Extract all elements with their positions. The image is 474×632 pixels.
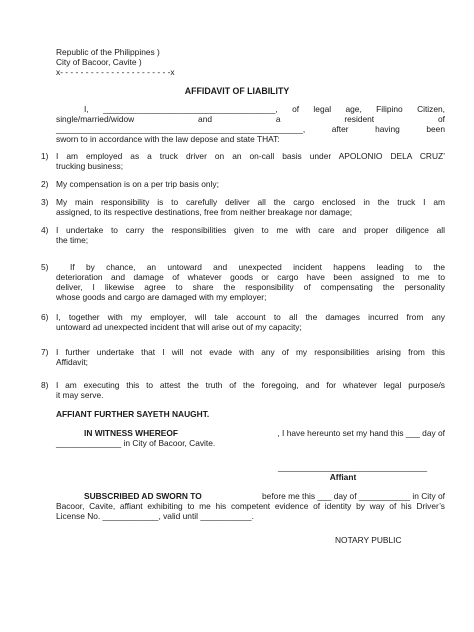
notary-public-label: NOTARY PUBLIC xyxy=(335,535,402,545)
item-3-line-2: assigned, to its respective destinations, free from neither breakage nor damage; xyxy=(56,207,353,217)
witness-line-1 xyxy=(84,428,445,438)
item-2-line-1: My compensation is on a per trip basis only; xyxy=(56,179,219,189)
intro-word-resident: resident xyxy=(344,114,375,124)
document-title: AFFIDAVIT OF LIABILITY xyxy=(184,86,290,96)
item-1-line-2: trucking business; xyxy=(56,161,124,171)
affiant-signature-line: ________________________________ xyxy=(278,462,428,472)
subscribed-heading: SUBSCRIBED AD SWORN TO xyxy=(84,491,202,501)
intro-line-3: _____________________________________________________, after having been xyxy=(56,124,445,134)
item-number: 2) xyxy=(41,179,49,189)
subscribed-text: before me this ___ day of ___________ in City of xyxy=(262,491,445,501)
item-4-line-2: the time; xyxy=(56,235,89,245)
item-3-line-1: My main responsibility is to carefully deliver all the cargo enclosed in the truck I am xyxy=(56,197,445,207)
item-5-line-4: whose goods and cargo are damaged with my employer; xyxy=(56,292,267,302)
item-6-line-1: I, together with my employer, will tale account to all the damages incurred from any xyxy=(56,312,445,322)
affiant-label: Affiant xyxy=(329,472,357,482)
witness-line-2: ______________ in City of Bacoor, Cavite. xyxy=(56,438,216,448)
item-8-line-1: I am executing this to attest the truth of the foregoing, and for whatever legal purpose/s xyxy=(56,380,445,390)
jurisdiction-city: City of Bacoor, Cavite ) xyxy=(56,57,142,67)
jurisdiction-separator: x- - - - - - - - - - - - - - - - - - - - - -x xyxy=(56,67,175,77)
item-7-line-1: I further undertake that I will not evade with any of my responsibilities arising from this xyxy=(56,347,445,357)
jurisdiction-country: Republic of the Philippines ) xyxy=(56,47,160,57)
item-6-line-2: untoward ad unexpected incident that will arise out of my capacity; xyxy=(56,322,302,332)
item-4-line-1: I undertake to carry the responsibilities given to me with care and proper diligence all xyxy=(56,225,445,235)
item-number: 7) xyxy=(41,347,49,357)
item-number: 6) xyxy=(41,312,49,322)
item-number: 4) xyxy=(41,225,49,235)
item-1-line-1: I am employed as a truck driver on an on-call basis under APOLONIO DELA CRUZ’ xyxy=(56,151,445,161)
item-number: 5) xyxy=(41,262,49,272)
subscribed-line-2: Bacoor, Cavite, affiant exhibiting to me his competent evidence of identity by way of his Driver’s xyxy=(56,501,445,511)
affiant-further-sayeth: AFFIANT FURTHER SAYETH NAUGHT. xyxy=(56,409,210,419)
intro-line-2 xyxy=(56,114,445,124)
intro-word-a: a xyxy=(275,114,281,124)
item-number: 3) xyxy=(41,197,49,207)
witness-heading: IN WITNESS WHEREOF xyxy=(84,428,178,438)
subscribed-line-1 xyxy=(84,491,445,501)
witness-text: , I have hereunto set my hand this ___ day of xyxy=(277,428,445,438)
intro-line-1: I, _____________________________________, of legal age, Filipino Citizen, xyxy=(84,104,445,114)
intro-word-and: and xyxy=(198,114,213,124)
item-5-line-1: If by chance, an untoward and unexpected incident happens leading to the xyxy=(70,262,445,272)
item-5-line-2: deterioration and damage of whatever goods or cargo have been assigned to me to xyxy=(56,272,445,282)
item-8-line-2: it may serve. xyxy=(56,390,104,400)
intro-civil-status: single/married/widow xyxy=(56,114,135,124)
subscribed-line-3: License No. ____________, valid until ___________. xyxy=(56,511,254,521)
item-5-line-3: deliver, I likewise agree to share the responsibility of compensating the personality xyxy=(56,282,445,292)
item-number: 8) xyxy=(41,380,49,390)
intro-line-4: sworn to in accordance with the law depose and state THAT: xyxy=(56,134,280,144)
item-number: 1) xyxy=(41,151,49,161)
intro-word-of: of xyxy=(437,114,445,124)
item-7-line-2: Affidavit; xyxy=(56,357,88,367)
